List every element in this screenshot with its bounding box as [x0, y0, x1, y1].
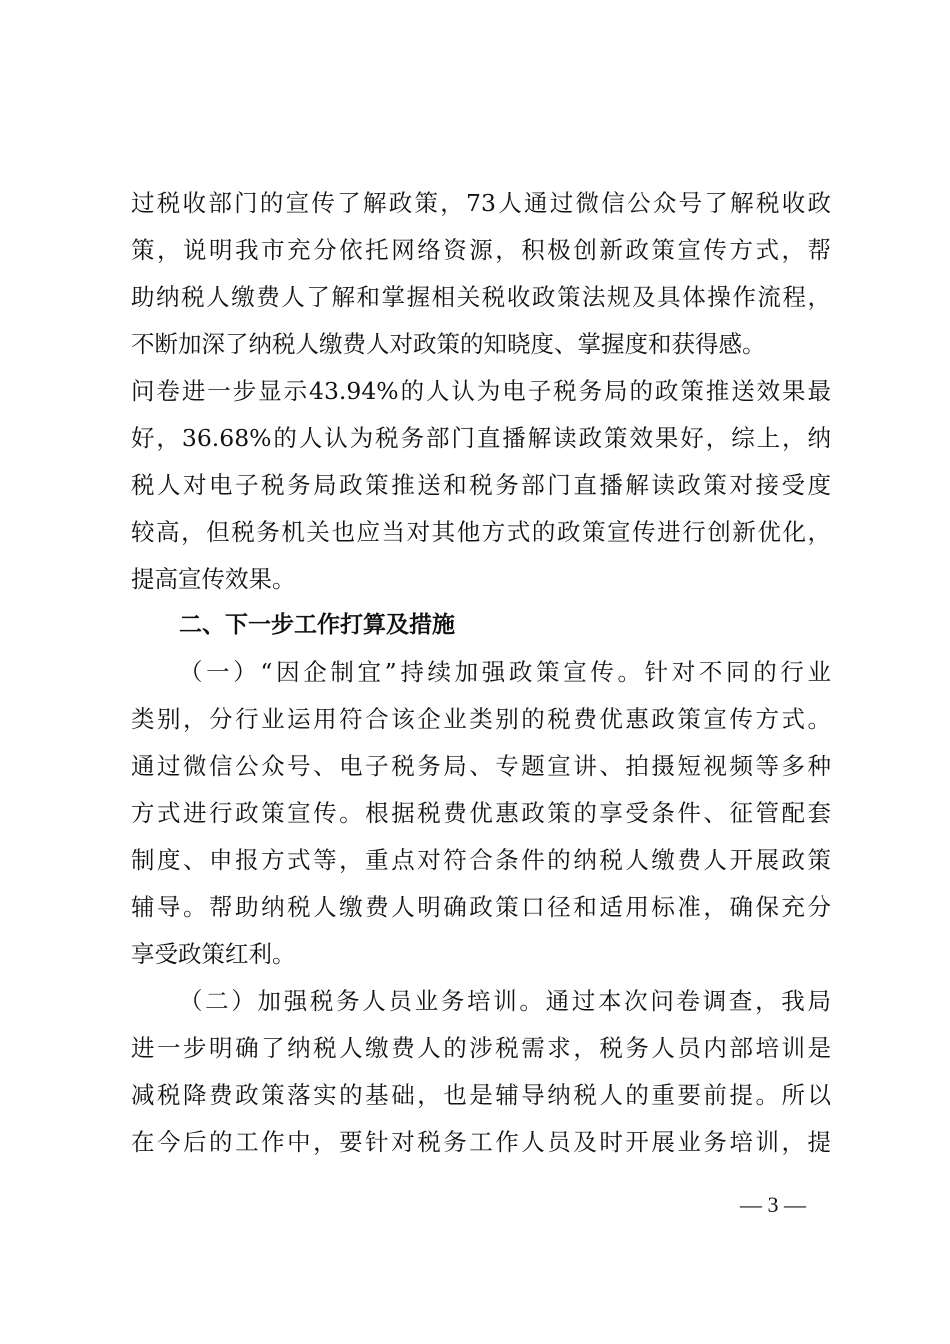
paragraph-line: 问卷进一步显示43.94%的人认为电子税务局的政策推送效果最	[131, 377, 831, 405]
paragraph-line: 税人对电子税务局政策推送和税务部门直播解读政策对接受度	[131, 471, 831, 499]
paragraph-line: 不断加深了纳税人缴费人对政策的知晓度、掌握度和获得感。	[131, 330, 766, 358]
paragraph-line: 通过微信公众号、电子税务局、专题宣讲、拍摄短视频等多种	[131, 752, 831, 780]
page-number: — 3 —	[740, 1192, 806, 1217]
paragraph-line: 好，36.68%的人认为税务部门直播解读政策效果好，综上，纳	[131, 424, 831, 452]
section-heading: 二、下一步工作打算及措施	[179, 612, 455, 638]
paragraph-line: 制度、申报方式等，重点对符合条件的纳税人缴费人开展政策	[131, 846, 831, 874]
paragraph-line: （一）“因企制宜”持续加强政策宣传。针对不同的行业	[179, 658, 831, 686]
paragraph-line: 提高宣传效果。	[131, 565, 296, 593]
paragraph-line: （二）加强税务人员业务培训。通过本次问卷调查，我局	[179, 987, 831, 1015]
paragraph-line: 助纳税人缴费人了解和掌握相关税收政策法规及具体操作流程，	[131, 283, 831, 311]
paragraph-line: 享受政策红利。	[131, 940, 296, 968]
paragraph-line: 较高，但税务机关也应当对其他方式的政策宣传进行创新优化，	[131, 518, 831, 546]
paragraph-line: 过税收部门的宣传了解政策，73人通过微信公众号了解税收政	[131, 189, 831, 217]
paragraph-line: 在今后的工作中，要针对税务工作人员及时开展业务培训，提	[131, 1128, 831, 1156]
paragraph-line: 减税降费政策落实的基础，也是辅导纳税人的重要前提。所以	[131, 1081, 831, 1109]
paragraph-line: 策，说明我市充分依托网络资源，积极创新政策宣传方式，帮	[131, 236, 831, 264]
paragraph-line: 辅导。帮助纳税人缴费人明确政策口径和适用标准，确保充分	[131, 893, 831, 921]
paragraph-line: 类别，分行业运用符合该企业类别的税费优惠政策宣传方式。	[131, 705, 831, 733]
paragraph-line: 进一步明确了纳税人缴费人的涉税需求，税务人员内部培训是	[131, 1034, 831, 1062]
paragraph-line: 方式进行政策宣传。根据税费优惠政策的享受条件、征管配套	[131, 799, 831, 827]
